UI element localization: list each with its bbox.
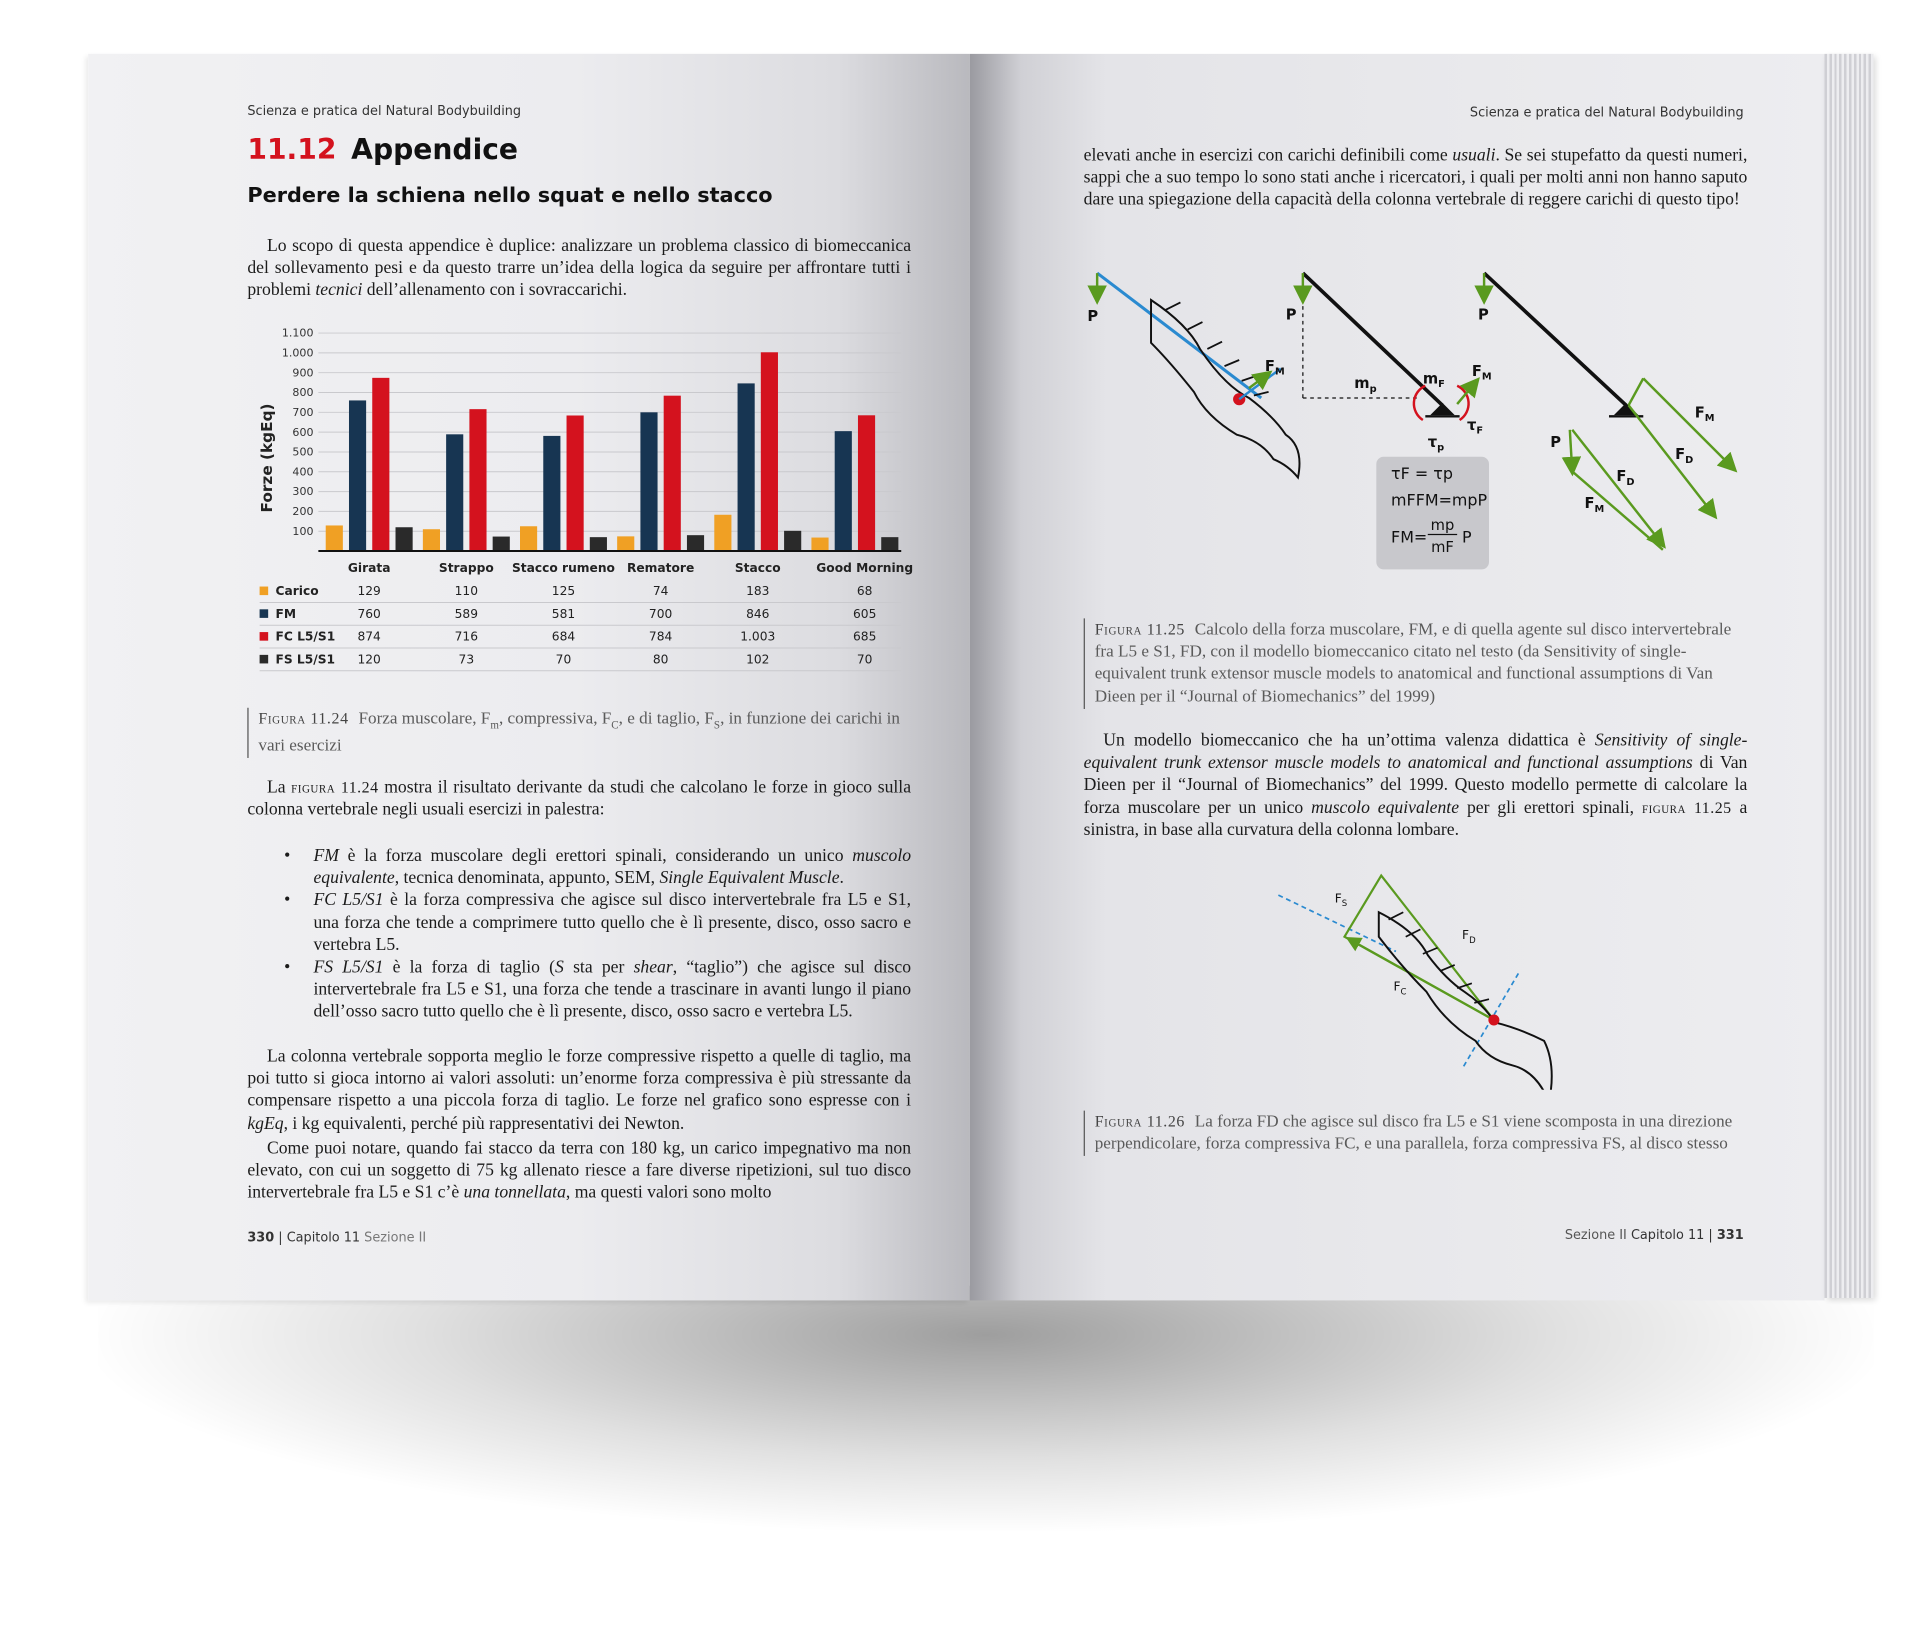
table-cell-value: 183 (746, 584, 770, 599)
caption-text: La forza FD che agisce sul disco fra L5 e S1 viene scomposta in una direzione perpendicolare, forza compressiva FC, e una parallela, forza compressiva FS, al disco stesso (1094, 1113, 1733, 1154)
chart-bar-fm (446, 434, 463, 551)
chart-category-label: Girata (347, 560, 391, 575)
folio-separator: | (1704, 1228, 1717, 1243)
chart-bar-fc-l5-s1 (567, 415, 584, 551)
folio-chapter: Capitolo 11 (1630, 1228, 1705, 1243)
chart-y-tick-label: 1.000 (281, 346, 314, 360)
table-cell-value: 581 (551, 606, 576, 621)
chart-bar-fc-l5-s1 (858, 415, 875, 551)
table-cell-value: 70 (856, 652, 873, 667)
legend-entry: FS L5/S1 (275, 652, 336, 667)
table-cell-value: 70 (555, 652, 572, 667)
label-p: P (1477, 306, 1489, 324)
model-paragraph (1084, 730, 1748, 841)
caption-part: , in funzione dei carichi in vari esercizi (258, 710, 901, 756)
chart-y-ticks (282, 327, 314, 538)
chart-y-tick-label: 500 (292, 445, 314, 459)
para4-emphasis: una tonnellata (463, 1183, 566, 1203)
chart-bar-fs-l5-s1 (881, 537, 898, 551)
ref-figure-label: figura 11.24 (291, 777, 379, 796)
chart-bar-carico (423, 529, 440, 551)
bullet-icon: • (284, 957, 291, 978)
table-cell-value: 684 (551, 629, 576, 644)
page-number: 330 (247, 1230, 275, 1246)
chart-y-tick-label: 800 (292, 386, 314, 400)
chart-bar-fc-l5-s1 (664, 396, 681, 551)
label-fc: $F_C$ (1393, 979, 1407, 998)
chart-y-tick-label: 700 (292, 405, 314, 419)
bullet-text: . (839, 868, 844, 889)
bullet-text: è la forza di taglio ( (383, 957, 556, 978)
intro-emphasis: tecnici (315, 280, 363, 301)
caption-text: Calcolo della forza muscolare, FM, e di quella agente sul disco intervertebrale fra L5 e S1, FD, con il modello biomeccanico citato nel testo (da Sensitivity of single-equivalent trunk extensor muscle models to anatomical and functional assumptions di Van Dieen per il “Journal of Biomechanics” del 1999) (1094, 620, 1732, 707)
equation-3-left: FM= (1391, 528, 1428, 548)
caption-part: , e di taglio, F (618, 710, 714, 729)
chart-category-labels (348, 561, 913, 575)
legend-entry: FC L5/S1 (275, 629, 336, 644)
chart-gridlines (318, 333, 901, 531)
label-fs: $F_S$ (1334, 891, 1348, 910)
table-cell-value: 68 (856, 584, 873, 599)
label-tau-p: $\tau_p$ (1427, 433, 1445, 454)
table-cell-value: 1.003 (740, 629, 776, 644)
label-fd: $F_D$ (1462, 928, 1476, 946)
chart-bar-carico (714, 515, 731, 551)
label-fm: $F_M$ (1584, 495, 1605, 515)
list-item (284, 889, 911, 956)
para-emphasis: Sensitivity of single-equivalent trunk extensor muscle models to anatomical and functional assumptions (1083, 731, 1748, 773)
running-head-right: Scienza e pratica del Natural Bodybuilding (1469, 105, 1744, 121)
chart-bar-fs-l5-s1 (784, 531, 801, 551)
vector-diagram (1478, 273, 1734, 550)
table-cell-value: 760 (357, 606, 381, 621)
figure-label: Figura 11.24 (258, 708, 349, 728)
legend-swatch (260, 632, 269, 641)
caption-part: Forza muscolare, F (358, 710, 491, 729)
figure-11-26-diagram (1261, 863, 1579, 1090)
ref-figure-label: figura 11.25 (1641, 797, 1732, 817)
caption-part: , compressiva, F (498, 710, 612, 729)
lever-diagram (1286, 273, 1492, 454)
bullet-term: FM (313, 846, 339, 866)
legend-entry: FM (275, 606, 297, 621)
table-cell-value: 700 (648, 606, 673, 621)
figure-label: Figura 11.25 (1094, 619, 1186, 638)
intro-text-b: dell’allenamento con i sovraccarichi. (362, 280, 628, 301)
figure-label: Figura 11.26 (1094, 1111, 1186, 1131)
equation-2: mFFM=mpP (1391, 492, 1488, 511)
table-cell-value: 73 (458, 652, 475, 667)
spine-diagram-1 (1087, 273, 1299, 477)
page-number: 331 (1716, 1228, 1744, 1243)
label-mp: $m_p$ (1354, 375, 1377, 395)
chart-category-label: Good Morning (816, 560, 914, 575)
chart-data-table (260, 584, 902, 671)
chart-y-tick-label: 600 (292, 425, 314, 439)
label-fm: $F_M$ (1471, 362, 1492, 383)
para3-emphasis: kgEq (247, 1113, 284, 1134)
label-p: P (1550, 433, 1561, 451)
bullet-term: FS L5/S1 (313, 957, 384, 978)
bullet-icon: • (284, 846, 291, 866)
table-cell-value: 80 (652, 652, 669, 667)
chart-y-tick-label: 900 (292, 366, 314, 380)
intro-paragraph (247, 235, 911, 302)
cont-emphasis: usuali (1452, 145, 1496, 166)
table-cell-value: 120 (357, 652, 381, 667)
label-tau-f: $\tau_F$ (1466, 416, 1484, 437)
equation-1: τF = τp (1391, 465, 1453, 484)
chart-bar-carico (520, 526, 537, 551)
section-subtitle: Perdere la schiena nello squat e nello stacco (247, 183, 773, 209)
legend-entry: Carico (275, 584, 319, 599)
label-p: P (1087, 307, 1099, 325)
section-title: Appendice (351, 134, 519, 167)
chart-bar-fc-l5-s1 (372, 378, 389, 551)
paragraph-4 (247, 1138, 911, 1205)
bullet-term: FC L5/S1 (313, 890, 384, 911)
folio-left (247, 1231, 426, 1246)
chart-bar-carico (326, 525, 343, 551)
folio-chapter: Capitolo 11 (286, 1230, 361, 1246)
chart-category-label: Stacco rumeno (511, 560, 615, 575)
page-edges (1825, 54, 1874, 1298)
chart-y-tick-label: 200 (292, 505, 314, 519)
running-head-left: Scienza e pratica del Natural Bodybuilding (247, 104, 522, 119)
table-cell-value: 685 (853, 629, 877, 644)
chart-bar-fc-l5-s1 (761, 352, 778, 551)
table-cell-value: 74 (652, 584, 669, 599)
chart-bar-fm (349, 400, 366, 551)
folio-separator: | (274, 1230, 287, 1246)
forces-bar-chart (245, 321, 918, 676)
chart-category-label: Strappo (438, 560, 494, 575)
legend-swatch (260, 655, 269, 664)
bullet-emphasis: Single Equivalent Muscle (659, 868, 840, 889)
ref-prefix: La (266, 777, 292, 798)
caption-sub: m (490, 718, 499, 731)
label-p: P (1285, 306, 1297, 324)
bullet-text: è la forza compressiva che agisce sul disco intervertebrale fra L5 e S1, una forza che tende a comprimere tutto quello che è lì presente, disco, osso sacro e vertebra L5. (313, 890, 912, 955)
table-cell-value: 605 (853, 606, 877, 621)
chart-y-tick-label: 1.100 (281, 326, 314, 340)
bullet-emphasis: shear (633, 957, 673, 978)
chart-bar-fs-l5-s1 (493, 537, 510, 551)
intro-text-a: Lo scopo di questa appendice è duplice: analizzare un problema classico di biomeccanica del sollevamento pesi e da questo trarre un’idea della logica da seguire per affrontare tutti i problemi (247, 236, 912, 301)
folio-section: Sezione II (360, 1230, 427, 1246)
chart-bar-fc-l5-s1 (469, 409, 486, 551)
para3-text: La colonna vertebrale sopporta meglio le forze compressive rispetto a quelle di taglio, ma poi tutto si gioca intorno ai valori assoluti: un’enorme forza compressiva è più stressante da compensare rispetto a una piccola forza di taglio. Le forze nel grafico sono espresse con i (247, 1046, 912, 1112)
label-mf: $m_F$ (1422, 370, 1445, 390)
table-cell-value: 784 (648, 629, 673, 644)
table-cell-value: 102 (746, 652, 770, 667)
equation-3-numerator: mp (1428, 517, 1457, 535)
book-shadow (98, 1286, 1874, 1531)
label-fd: $F_D$ (1675, 446, 1694, 466)
chart-bar-fm (640, 412, 657, 551)
legend-swatch (260, 609, 269, 618)
para-text: Un modello biomeccanico che ha un’ottima valenza didattica è (1103, 731, 1595, 751)
caption-sub: S (713, 718, 721, 731)
para4-text: , ma questi valori sono molto (565, 1183, 772, 1203)
figure-11-26-caption (1084, 1111, 1746, 1157)
bullet-text: , tecnica denominata, appunto, SEM, (394, 868, 660, 889)
folio-section: Sezione II (1564, 1228, 1631, 1243)
figure-reference-paragraph (247, 776, 911, 821)
legend-swatch (260, 587, 269, 596)
cont-text: . Se sei stupefatto da questi numeri, sappi che a suo tempo lo sono stati anche i ricercatori, i quali per molti anni non hanno saputo dare una spiegazione della capacità della colonna vertebrale di reggere carichi di questo tipo! (1083, 145, 1748, 210)
para-text: di Van Dieen per il “Journal of Biomechanics” del 1999. Questo modello permette di calcolare la forza muscolare per un unico (1083, 753, 1748, 818)
bullet-emphasis: muscolo equivalente (313, 846, 912, 889)
para4-text: Come puoi notare, quando fai stacco da terra con 180 kg, un carico impegnativo ma non elevato, con cui un soggetto di 75 kg allenato riesce a fare diverse ripetizioni, sul tuo disco intervertebrale fra L5 e S1 c’è (247, 1138, 912, 1203)
table-cell-value: 110 (454, 584, 479, 599)
list-item (284, 956, 911, 1023)
figure-11-25-caption (1084, 618, 1746, 708)
table-cell-value: 716 (454, 629, 479, 644)
chart-y-axis-label: Forze (kgEq) (257, 403, 276, 513)
folio-right (1501, 1228, 1743, 1243)
bullet-text: è la forza muscolare degli erettori spinali, considerando un unico (338, 846, 853, 866)
chart-bar-fm (543, 436, 560, 551)
equation-3-right: P (1462, 528, 1472, 548)
table-cell-value: 874 (357, 629, 381, 644)
figure-11-24-caption (247, 708, 912, 758)
chart-bar-carico (811, 538, 828, 551)
section-number: 11.12 (247, 134, 337, 167)
chart-bar-fm (738, 383, 755, 551)
paragraph-3 (247, 1046, 911, 1135)
table-cell-value: 129 (357, 584, 381, 599)
bullet-icon: • (284, 890, 291, 911)
para3-text: , i kg equivalenti, perché più rappresentativi dei Newton. (283, 1113, 685, 1134)
label-fd: $F_D$ (1616, 468, 1635, 488)
cont-text: elevati anche in esercizi con carichi definibili come (1083, 145, 1453, 166)
chart-y-tick-label: 300 (292, 485, 314, 499)
bullet-text: sta per (563, 957, 634, 978)
ref-text: mostra il risultato derivante da studi che calcolano le forze in gioco sulla colonna vertebrale negli usuali esercizi in palestra: (247, 777, 912, 820)
table-cell-value: 846 (746, 606, 770, 621)
chart-bar-fs-l5-s1 (396, 527, 413, 551)
chart-bar-carico (617, 536, 634, 551)
caption-sub: C (611, 718, 619, 731)
label-fm: $F_M$ (1264, 358, 1285, 378)
equation-3-denominator: mF (1431, 538, 1454, 556)
bullet-text: , “taglio”) che agisce sul disco intervertebrale fra L5 e S1, una forza che tende a trascinare in avanti lungo il piano dell’osso sacro tutto quello che è lì presente, disco, osso sacro e vertebra L5. (313, 957, 912, 1022)
para-text: per gli erettori spinali, (1459, 797, 1642, 818)
list-item (284, 845, 911, 890)
continuation-paragraph (1084, 144, 1748, 211)
chart-y-tick-label: 100 (292, 524, 314, 538)
chart-category-label: Stacco (734, 560, 781, 575)
chart-category-label: Rematore (626, 560, 695, 575)
chart-y-tick-label: 400 (292, 465, 314, 479)
table-cell-value: 125 (551, 584, 576, 599)
para-text: a sinistra, in base alla curvatura della colonna lombare. (1083, 797, 1748, 840)
section-heading (247, 135, 518, 167)
label-fm: $F_M$ (1694, 404, 1715, 425)
chart-bar-fs-l5-s1 (590, 537, 607, 551)
force-definitions-list (284, 845, 911, 1023)
bullet-emphasis: S (555, 957, 564, 978)
table-cell-value: 589 (454, 606, 479, 621)
chart-bar-fm (835, 431, 852, 551)
para-emphasis: muscolo equivalente (1311, 797, 1460, 818)
chart-bar-fs-l5-s1 (687, 535, 704, 551)
